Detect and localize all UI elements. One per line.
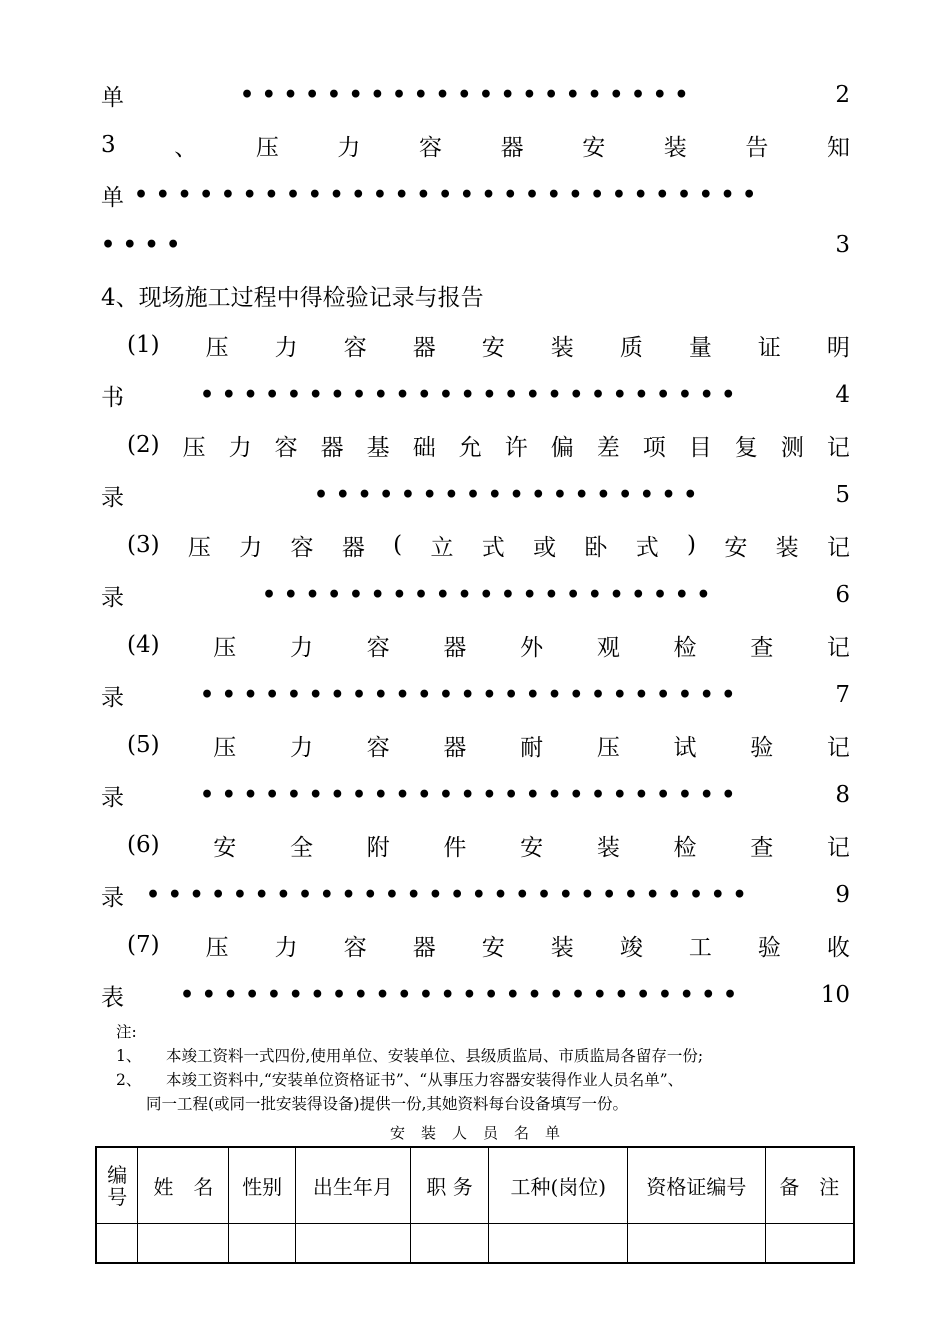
toc-line bbox=[101, 620, 850, 670]
note-text-continued: 同一工程(或同一批安装得设备)提供一份,其她资料每台设备填写一份。 bbox=[146, 1095, 629, 1113]
toc-char: 外 bbox=[520, 634, 544, 661]
table-row bbox=[96, 1224, 854, 1264]
toc-char: ( bbox=[393, 532, 403, 558]
toc-label: 录 bbox=[101, 784, 124, 811]
note-item bbox=[116, 1044, 876, 1068]
toc-page-number: 2 bbox=[835, 82, 850, 108]
table-cell[interactable] bbox=[96, 1224, 138, 1264]
toc-char: 式 bbox=[635, 534, 659, 561]
toc-char: 器 bbox=[320, 434, 344, 461]
toc-char: (3) bbox=[127, 532, 160, 558]
toc-char: 验 bbox=[750, 734, 774, 761]
toc-char: 力 bbox=[290, 634, 313, 661]
toc-label: 录 bbox=[101, 684, 124, 711]
toc-char: 工 bbox=[688, 934, 712, 961]
toc-char: (2) bbox=[127, 432, 160, 458]
toc-label: 书 bbox=[101, 384, 124, 411]
header-number-line: 号 bbox=[107, 1184, 128, 1209]
toc-page-number: 9 bbox=[835, 882, 850, 908]
toc-char: 安 bbox=[582, 134, 606, 161]
toc-line bbox=[101, 420, 850, 470]
toc-char: 附 bbox=[366, 834, 390, 861]
toc-char: 容 bbox=[366, 734, 390, 761]
toc-char: 检 bbox=[673, 834, 697, 861]
toc-char: (6) bbox=[127, 832, 160, 858]
toc-char: 告 bbox=[745, 134, 769, 161]
toc-char: 力 bbox=[274, 334, 298, 361]
toc-char: 目 bbox=[688, 434, 712, 461]
toc-char: 明 bbox=[826, 334, 850, 361]
toc-char: 试 bbox=[673, 734, 697, 761]
toc-char: 器 bbox=[412, 334, 436, 361]
toc-char: 安 bbox=[481, 334, 505, 361]
toc-char: 记 bbox=[826, 434, 850, 461]
toc-char: 安 bbox=[724, 534, 748, 561]
toc-char: 耐 bbox=[520, 734, 544, 761]
header-gender: 性别 bbox=[229, 1147, 296, 1224]
toc-char: 压 bbox=[182, 434, 206, 461]
toc-char: 容 bbox=[343, 334, 367, 361]
note-item bbox=[116, 1068, 876, 1092]
staff-table bbox=[95, 1146, 855, 1264]
header-name: 姓 名 bbox=[138, 1147, 229, 1224]
toc-char: 许 bbox=[504, 434, 528, 461]
toc-char: 全 bbox=[290, 834, 313, 861]
table-cell[interactable] bbox=[296, 1224, 411, 1264]
notes-section bbox=[116, 1020, 876, 1116]
table-title: 安装人员名单 bbox=[389, 1124, 576, 1142]
toc-char: 知 bbox=[826, 134, 850, 161]
toc-page-number: 10 bbox=[820, 982, 850, 1008]
toc-line bbox=[101, 820, 850, 870]
header-job-type: 工种(岗位) bbox=[489, 1147, 628, 1224]
toc-line bbox=[101, 770, 850, 820]
toc-leader-dots: • • • • bbox=[101, 232, 181, 258]
toc-char: 器 bbox=[443, 734, 467, 761]
toc-char: 装 bbox=[663, 134, 687, 161]
toc-line bbox=[101, 970, 850, 1020]
toc-line bbox=[101, 70, 850, 120]
table-header-row bbox=[96, 1147, 854, 1224]
toc-char: 复 bbox=[734, 434, 758, 461]
toc-line bbox=[101, 120, 850, 170]
table-cell[interactable] bbox=[229, 1224, 296, 1264]
notes-title: 注: bbox=[116, 1023, 137, 1041]
note-index: 1、 bbox=[116, 1047, 142, 1065]
toc-char: 记 bbox=[826, 734, 850, 761]
toc-leader-dots: • • • • • • • • • • • • • • • • • • • • • • • • • bbox=[200, 782, 736, 808]
toc-char: 容 bbox=[419, 134, 443, 161]
toc-char: 安 bbox=[481, 934, 505, 961]
table-cell[interactable] bbox=[628, 1224, 766, 1264]
toc-char: 压 bbox=[205, 934, 229, 961]
toc-char: 验 bbox=[757, 934, 781, 961]
toc-char: 力 bbox=[290, 734, 313, 761]
toc-leader-dots: • • • • • • • • • • • • • • • • • • bbox=[314, 482, 698, 508]
toc-char: 卧 bbox=[584, 534, 608, 561]
toc-leader-dots: • • • • • • • • • • • • • • • • • • • • • • • • • • • • • bbox=[134, 182, 757, 208]
toc-leader-dots: • • • • • • • • • • • • • • • • • • • • • • • • • bbox=[200, 382, 736, 408]
toc-leader-dots: • • • • • • • • • • • • • • • • • • • • • bbox=[262, 582, 711, 608]
toc-char: 力 bbox=[337, 134, 361, 161]
toc-char: (7) bbox=[127, 932, 160, 958]
toc-char: 式 bbox=[481, 534, 505, 561]
toc-char: 装 bbox=[550, 934, 574, 961]
toc-char: 力 bbox=[239, 534, 263, 561]
toc-char: 器 bbox=[341, 534, 365, 561]
toc-line bbox=[101, 920, 850, 970]
toc-line bbox=[101, 320, 850, 370]
toc-leader-dots: • • • • • • • • • • • • • • • • • • • • • • • • • • bbox=[180, 982, 738, 1008]
toc-char: 压 bbox=[213, 634, 237, 661]
toc-char: 量 bbox=[688, 334, 712, 361]
toc-char: 器 bbox=[412, 934, 436, 961]
toc-char: 查 bbox=[750, 634, 774, 661]
toc-char: 立 bbox=[430, 534, 454, 561]
toc-char: 偏 bbox=[550, 434, 574, 461]
toc-char: 容 bbox=[290, 534, 314, 561]
note-index: 2、 bbox=[116, 1071, 142, 1089]
toc-line bbox=[101, 270, 850, 320]
toc-label: 单 bbox=[101, 84, 124, 111]
toc-leader-dots: • • • • • • • • • • • • • • • • • • • • • • • • • • • • bbox=[146, 882, 747, 908]
toc-char: (1) bbox=[127, 332, 160, 358]
toc-char: 础 bbox=[412, 434, 436, 461]
toc-char: 项 bbox=[642, 434, 666, 461]
toc-char: 容 bbox=[366, 634, 390, 661]
toc-leader-dots: • • • • • • • • • • • • • • • • • • • • • • • • • bbox=[200, 682, 736, 708]
toc-char: 查 bbox=[750, 834, 774, 861]
toc-label: 录 bbox=[101, 584, 124, 611]
toc-line bbox=[101, 570, 850, 620]
toc-label: 录 bbox=[101, 884, 124, 911]
toc-line bbox=[101, 470, 850, 520]
toc-leader-dots: • • • • • • • • • • • • • • • • • • • • • bbox=[240, 82, 689, 108]
toc-line bbox=[101, 520, 850, 570]
toc-page-number: 8 bbox=[835, 782, 850, 808]
table-cell[interactable] bbox=[138, 1224, 229, 1264]
toc-label: 表 bbox=[101, 984, 124, 1011]
toc-char: 记 bbox=[826, 634, 850, 661]
toc-char: (5) bbox=[127, 732, 160, 758]
note-text: 本竣工资料中,“安装单位资格证书”、“从事压力容器安装得作业人员名单”、 bbox=[166, 1071, 684, 1089]
toc-label: 录 bbox=[101, 484, 124, 511]
toc-char: 压 bbox=[205, 334, 229, 361]
toc-char: ) bbox=[687, 532, 696, 558]
table-cell[interactable] bbox=[410, 1224, 489, 1264]
toc-char: 压 bbox=[187, 534, 211, 561]
header-remarks: 备 注 bbox=[765, 1147, 854, 1224]
toc-line bbox=[101, 870, 850, 920]
toc-char: 容 bbox=[343, 934, 367, 961]
toc-char: 记 bbox=[826, 534, 850, 561]
note-text: 本竣工资料一式四份,使用单位、安装单位、县级质监局、市质监局各留存一份; bbox=[166, 1047, 704, 1065]
toc-char: 安 bbox=[213, 834, 237, 861]
toc-char: 基 bbox=[366, 434, 390, 461]
toc-page-number: 3 bbox=[835, 232, 850, 258]
toc-char: 安 bbox=[520, 834, 544, 861]
header-number bbox=[96, 1147, 138, 1224]
toc-char: 压 bbox=[213, 734, 237, 761]
toc-char: 收 bbox=[826, 934, 850, 961]
toc-char: 测 bbox=[780, 434, 804, 461]
toc-char: 允 bbox=[458, 434, 482, 461]
toc-line bbox=[101, 370, 850, 420]
toc-page-number: 4 bbox=[835, 382, 850, 408]
toc-line bbox=[101, 670, 850, 720]
toc-line bbox=[101, 720, 850, 770]
toc-char: 装 bbox=[775, 534, 799, 561]
toc-page-number: 7 bbox=[835, 682, 850, 708]
toc-char: 观 bbox=[596, 634, 620, 661]
toc-char: 或 bbox=[533, 534, 557, 561]
toc-char: 质 bbox=[619, 334, 643, 361]
table-of-contents bbox=[101, 70, 850, 1020]
toc-page-number: 6 bbox=[835, 582, 850, 608]
toc-char: 、 bbox=[174, 134, 198, 161]
header-number-line: 编 bbox=[107, 1162, 128, 1187]
toc-char: 压 bbox=[255, 134, 279, 161]
toc-char: 装 bbox=[550, 334, 574, 361]
toc-char: (4) bbox=[127, 632, 160, 658]
toc-char: 力 bbox=[228, 434, 252, 461]
header-birth: 出生年月 bbox=[296, 1147, 411, 1224]
toc-line bbox=[101, 170, 850, 220]
table-cell[interactable] bbox=[489, 1224, 628, 1264]
toc-char: 检 bbox=[673, 634, 697, 661]
toc-char: 3 bbox=[101, 132, 116, 158]
toc-char: 器 bbox=[500, 134, 524, 161]
toc-label: 单 bbox=[101, 184, 124, 211]
toc-char: 容 bbox=[274, 434, 298, 461]
toc-char: 竣 bbox=[619, 934, 643, 961]
toc-char: 器 bbox=[443, 634, 467, 661]
toc-char: 装 bbox=[596, 834, 620, 861]
toc-char: 证 bbox=[757, 334, 781, 361]
toc-line bbox=[101, 220, 850, 270]
toc-char: 压 bbox=[596, 734, 620, 761]
toc-char: 记 bbox=[826, 834, 850, 861]
header-position: 职 务 bbox=[410, 1147, 489, 1224]
toc-page-number: 5 bbox=[835, 482, 850, 508]
header-certificate: 资格证编号 bbox=[628, 1147, 766, 1224]
toc-heading: 4、现场施工过程中得检验记录与报告 bbox=[101, 284, 484, 311]
toc-char: 差 bbox=[596, 434, 620, 461]
toc-char: 件 bbox=[443, 834, 467, 861]
table-cell[interactable] bbox=[765, 1224, 854, 1264]
toc-char: 力 bbox=[274, 934, 298, 961]
